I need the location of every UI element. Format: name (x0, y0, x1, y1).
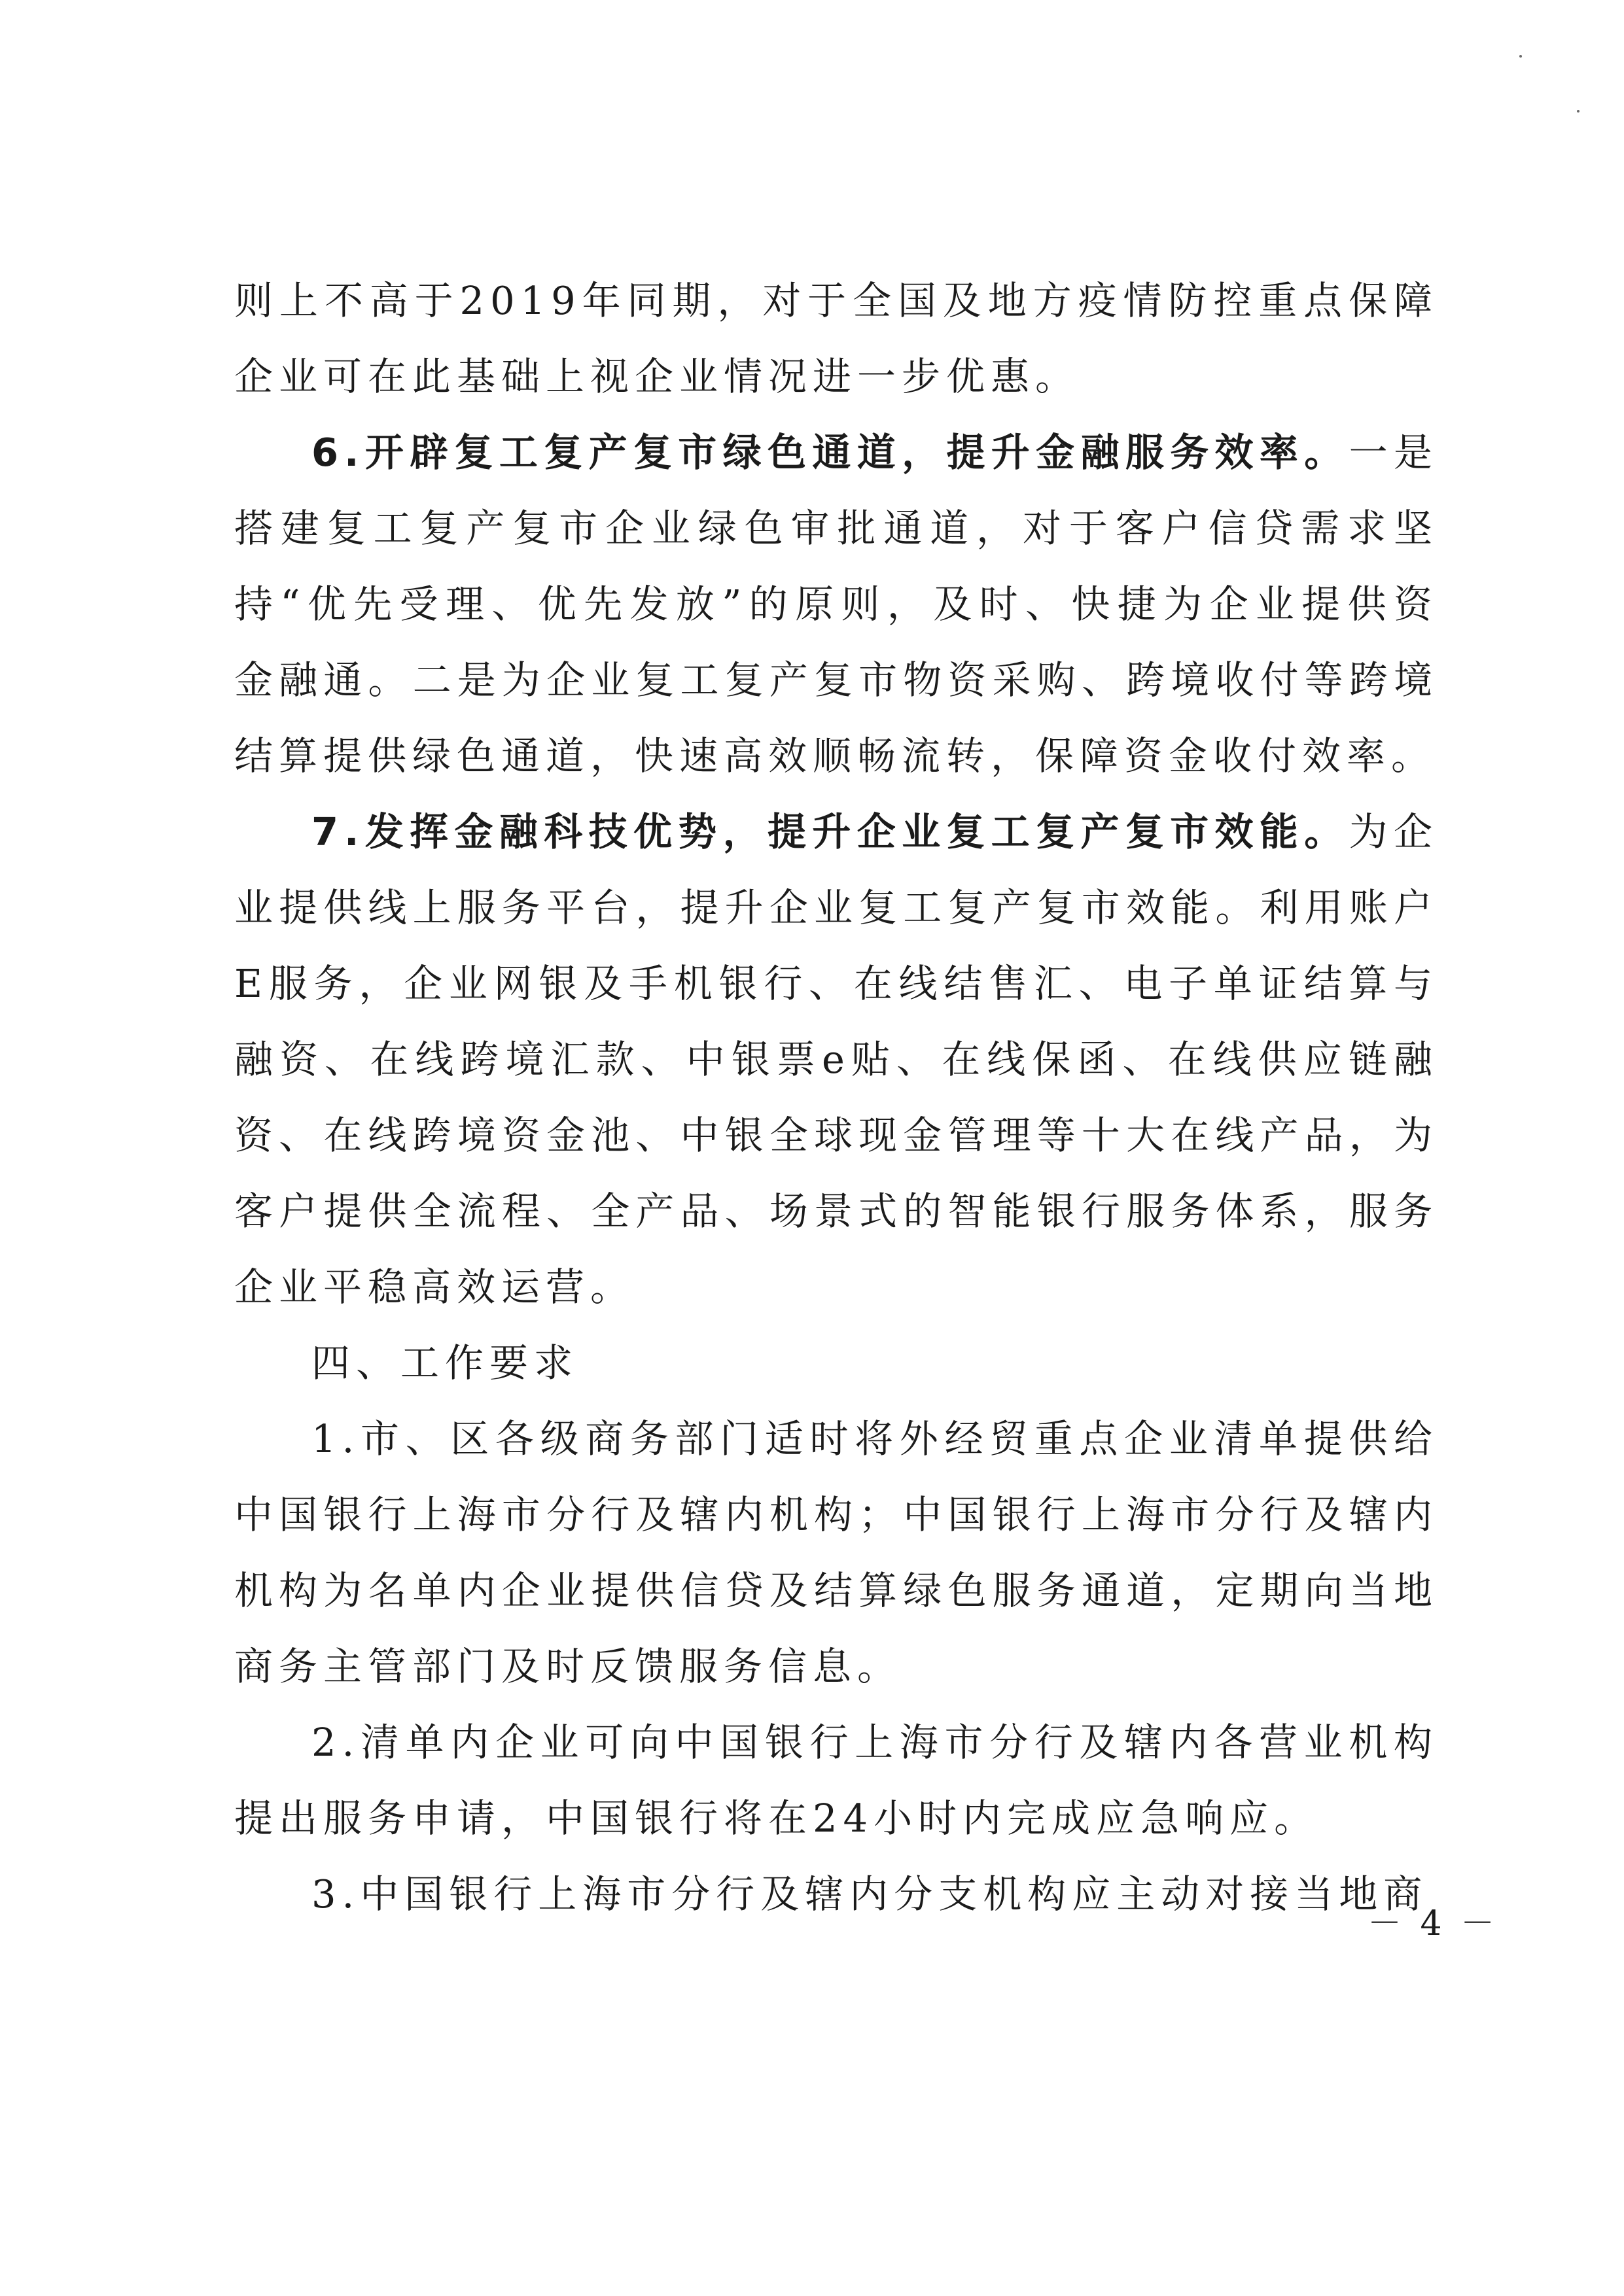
item-6-text: 一是搭建复工复产复市企业绿色审批通道，对于客户信贷需求坚持“优先受理、优先发放”的原则，及时、快捷为企业提供资金融通。二是为企业复工复产复市物资采购、跨境收付等跨境结算提供绿色通道，快速高效顺畅流转，保障资金收付效率。 (234, 430, 1438, 778)
paragraph-item-7 (234, 794, 1438, 1325)
item-7-text: 为企业提供线上服务平台，提升企业复工复产复市效能。利用账户E服务，企业网银及手机银行、在线结售汇、电子单证结算与融资、在线跨境汇款、中银票e贴、在线保函、在线供应链融资、在线跨境资金池、中银全球现金管理等十大在线产品，为客户提供全流程、全产品、场景式的智能银行服务体系，服务企业平稳高效运营。 (234, 809, 1438, 1310)
page-number: － 4 － (1368, 1904, 1499, 1943)
section-heading: 四、工作要求 (311, 1340, 579, 1385)
item-7-heading: 7.发挥金融科技优势，提升企业复工复产复市效能。 (311, 809, 1349, 854)
requirement-3-text: 3.中国银行上海市分行及辖内分支机构应主动对接当地商 (311, 1871, 1428, 1917)
scan-speck (1519, 55, 1522, 58)
scan-speck (1577, 110, 1580, 113)
requirement-1 (234, 1401, 1438, 1705)
paragraph-item-6 (234, 415, 1438, 794)
item-6-heading: 6.开辟复工复产复市绿色通道，提升金融服务效率。 (311, 430, 1349, 475)
requirement-3 (234, 1856, 1438, 1932)
paragraph-continuation (234, 263, 1438, 415)
requirement-1-text: 1.市、区各级商务部门适时将外经贸重点企业清单提供给中国银行上海市分行及辖内机构；中国银行上海市分行及辖内机构为名单内企业提供信贷及结算绿色服务通道，定期向当地商务主管部门及时反馈服务信息。 (234, 1416, 1438, 1689)
requirement-2 (234, 1705, 1438, 1856)
paragraph-text: 则上不高于2019年同期，对于全国及地方疫情防控重点保障企业可在此基础上视企业情况进一步优惠。 (234, 278, 1438, 399)
requirement-2-text: 2.清单内企业可向中国银行上海市分行及辖内各营业机构提出服务申请，中国银行将在24小时内完成应急响应。 (234, 1720, 1438, 1841)
document-body (234, 263, 1438, 1932)
